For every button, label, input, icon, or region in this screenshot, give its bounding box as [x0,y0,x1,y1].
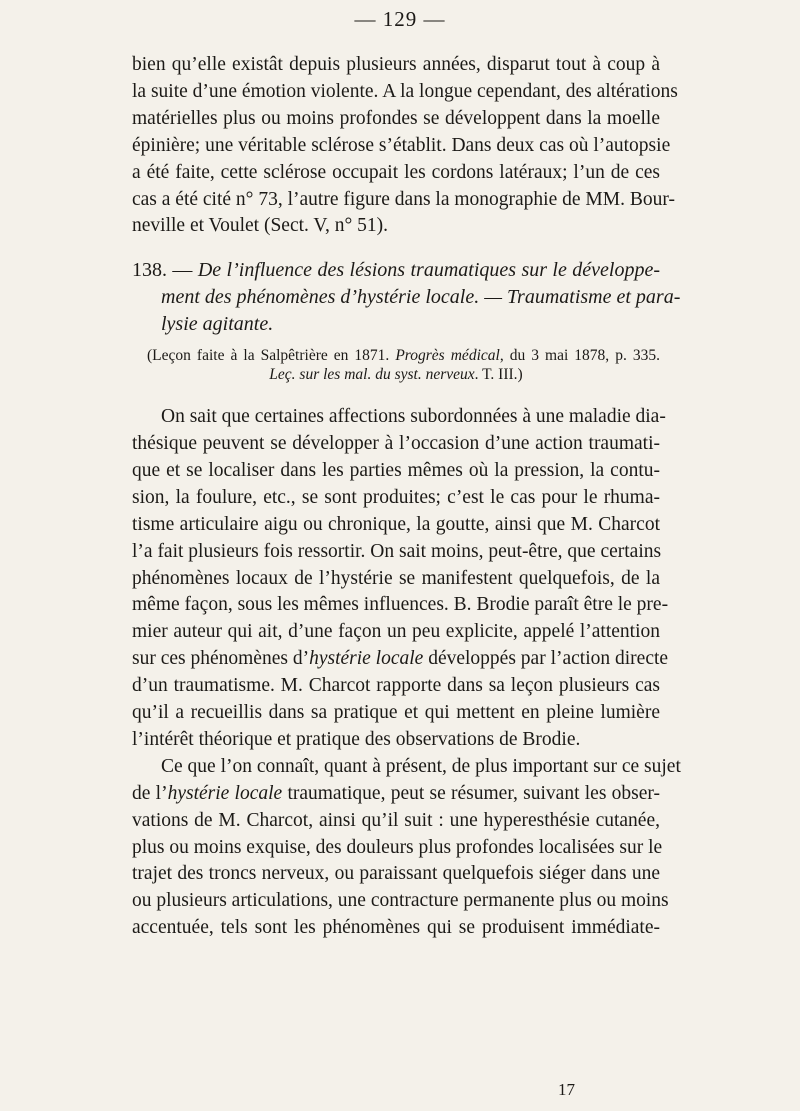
page-number-header: — 129 — [354,7,446,31]
text-line: sion, la foulure, etc., se sont produites; c’est le cas pour le rhuma- [132,486,660,508]
emphasis-term: hystérie locale [309,648,424,670]
heading-title-part: ment des phénomènes d’hystérie locale. — Traumatisme et para- [161,286,681,309]
heading-line [132,257,660,284]
text-line: mier auteur qui ait, d’une façon un peu explicite, appelé l’attention [132,621,660,643]
section-number: 138. — [132,259,198,282]
heading-title-part: lysie agitante. [161,313,274,336]
text-line: ou plusieurs articulations, une contracture permanente plus ou moins [132,890,669,912]
text-line: bien qu’elle existât depuis plusieurs années, disparut tout à coup à [132,54,660,75]
text-line: On sait que certaines affections subordonnées à une maladie dia- [161,406,666,428]
text-line: cas a été cité n° 73, l’autre figure dans la monographie de MM. Bour- [132,188,675,210]
text-line: thésique peuvent se développer à l’occasion d’une action traumati- [132,432,660,454]
text-line: neville et Voulet (Sect. V, n° 51). [132,215,389,237]
text-line: la suite d’une émotion violente. A la longue cependant, des altérations [132,80,678,102]
text-line: même façon, sous les mêmes influences. B. Brodie paraît être le pre- [132,594,669,616]
heading-title-part: De l’influence des lésions traumatiques sur le développe- [197,259,660,282]
text-line: tisme articulaire aigu ou chronique, la goutte, ainsi que M. Charcot [132,513,660,535]
citation-line: (Leçon faite à la Salpêtrière en 1871. Progrès médical, du 3 mai 1878, p. 335. [147,347,660,365]
paragraph-continuation [132,52,678,240]
text-line: qu’il a recueillis dans sa pratique et qui mettent en pleine lumière [132,702,660,724]
text-line: trajet des troncs nerveux, ou paraissant quelquefois siéger dans une [132,863,660,885]
text-line: a été faite, cette sclérose occupait les cordons latéraux; l’un de ces [132,161,660,183]
text-line: sur ces phénomènes d’hystérie locale développés par l’action directe [132,648,669,670]
text-line: d’un traumatisme. M. Charcot rapporte dans sa leçon plusieurs cas [132,675,660,697]
text-line: plus ou moins exquise, des douleurs plus profondes localisées sur le [132,836,663,858]
text-line: l’a fait plusieurs fois ressortir. On sait moins, peut-être, que certains [132,540,662,562]
text-line: l’intérêt théorique et pratique des observations de Brodie. [132,728,581,750]
text-line: épinière; une véritable sclérose s’établit. Dans deux cas où l’autopsie [132,134,671,156]
section-heading [132,257,681,338]
emphasis-term: hystérie locale [167,782,283,804]
text-line: vations de M. Charcot, ainsi qu’il suit : une hyperesthésie cutanée, [132,809,660,831]
text-line: de l’hystérie locale traumatique, peut se résumer, suivant les obser- [132,782,660,804]
text-line: matérielles plus ou moins profondes se développent dans la moelle [132,107,660,129]
heading-line [132,284,681,311]
citation-line: Leç. sur les mal. du syst. nerveux. T. III.) [269,366,523,384]
source-citation [132,346,660,384]
text-line: accentuée, tels sont les phénomènes qui se produisent immédiate- [132,917,660,939]
text-line: que et se localiser dans les parties mêmes où la pression, la contu- [132,459,660,481]
text-line: phénomènes locaux de l’hystérie se manifestent quelquefois, de la [132,567,660,589]
paragraph-intro [132,404,669,754]
heading-line [132,311,660,338]
paragraph-summary [132,754,681,942]
text-line: Ce que l’on connaît, quant à présent, de plus important sur ce sujet [161,755,681,777]
signature-mark: 17 [558,1080,575,1099]
page-body [132,52,681,942]
